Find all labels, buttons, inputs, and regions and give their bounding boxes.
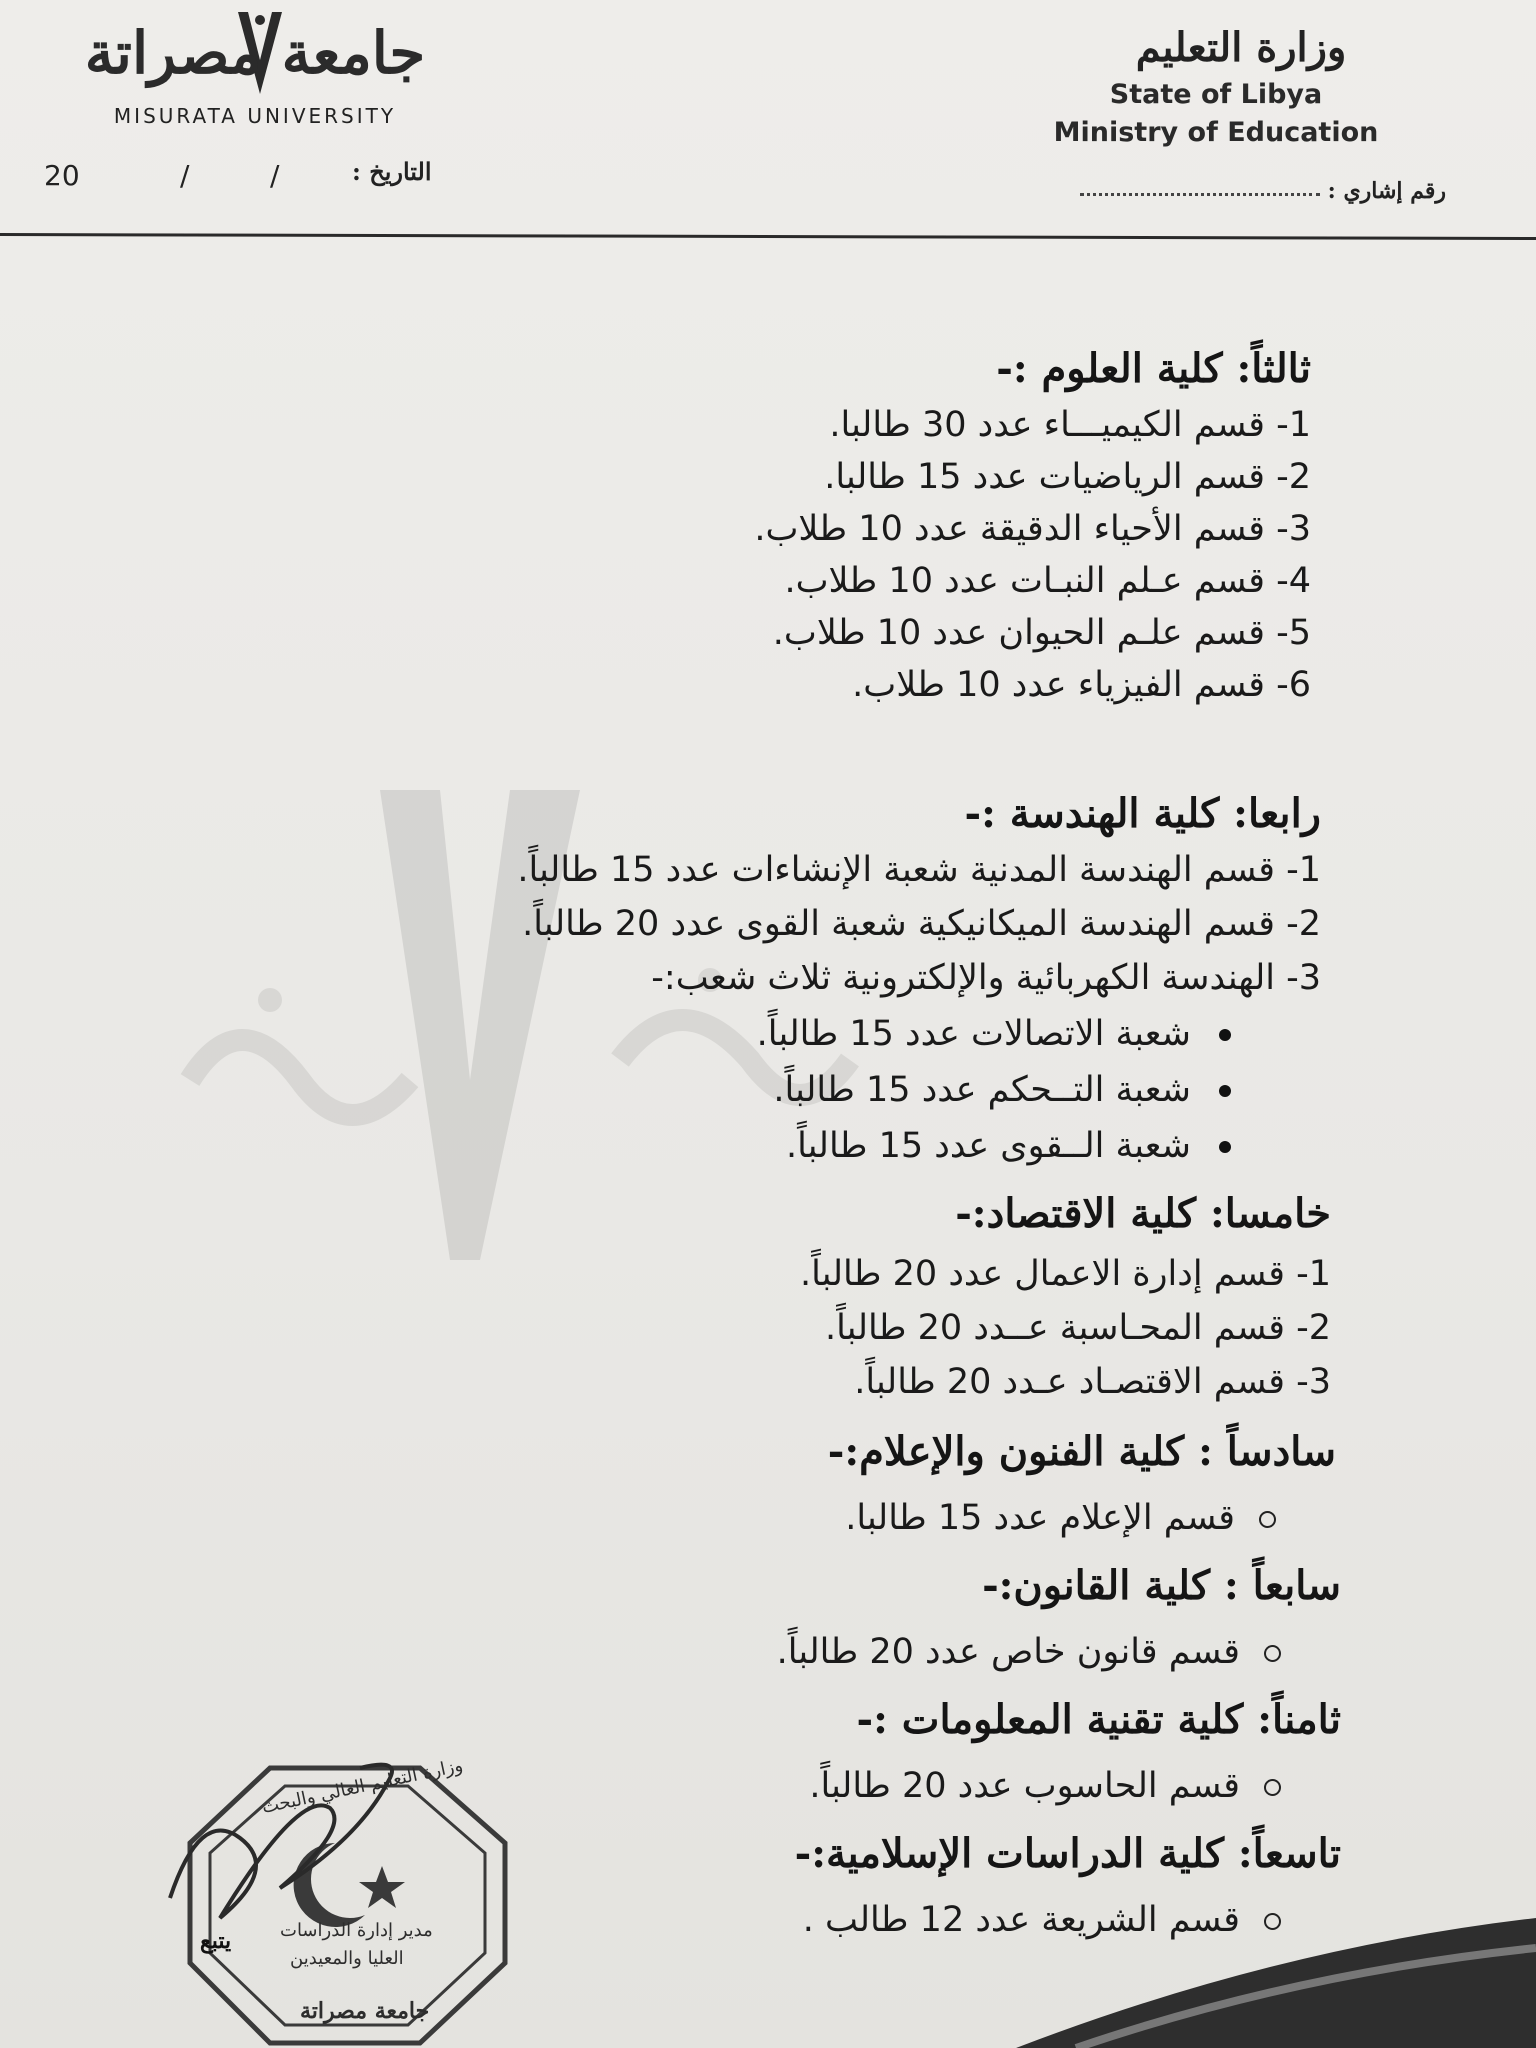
section-heading-islamic-studies: تاسعاً: كلية الدراسات الإسلامية:- [794,1830,1341,1877]
sub-list-item: شعبة التــحكم عدد 15 طالباً. [773,1070,1231,1110]
bullet-icon [1219,1029,1231,1041]
list-item: 5- قسم علـم الحيوان عدد 10 طلاب. [772,613,1311,653]
sub-list-item: شعبة الاتصالات عدد 15 طالباً. [757,1014,1231,1054]
ministry-name-english: Ministry of Education [1053,117,1379,148]
list-item: قسم الإعلام عدد 15 طالبا. [845,1498,1276,1538]
section-heading-law: سابعاً : كلية القانون:- [982,1562,1341,1609]
stamp-bottom-text: جامعة مصراتة [300,1998,430,2024]
section-heading-economics: خامسا: كلية الاقتصاد:- [955,1190,1331,1237]
bullet-icon [1219,1141,1231,1153]
list-item: 3- قسم الأحياء الدقيقة عدد 10 طلاب. [754,509,1311,549]
date-separator: / [270,159,280,192]
list-item: 3- الهندسة الكهربائية والإلكترونية ثلاث شعب:- [651,958,1321,998]
ministry-name-arabic: وزارة التعليم [1135,24,1347,71]
section-heading-arts-media: سادساً : كلية الفنون والإعلام:- [827,1428,1336,1475]
list-item: قسم الشريعة عدد 12 طالب . [803,1900,1281,1940]
stamp-line-2: العليا والمعيدين [290,1948,404,1969]
state-name-english: State of Libya [1109,79,1323,110]
stamp-ring-text: وزارة التعليم العالي والبحث [260,1754,465,1819]
decorative-corner-swoosh [1016,1918,1536,2048]
sub-list-item: شعبة الــقوى عدد 15 طالباً. [786,1126,1231,1166]
section-heading-information-technology: ثامناً: كلية تقنية المعلومات :- [856,1696,1341,1743]
list-item: 1- قسم الهندسة المدنية شعبة الإنشاءات عدد 15 طالباً. [517,850,1321,890]
section-heading-science: ثالثاً: كلية العلوم :- [996,345,1311,392]
list-item: 1- قسم الكيميـــاء عدد 30 طالبا. [829,405,1311,445]
list-item: 6- قسم الفيزياء عدد 10 طلاب. [852,665,1311,705]
circle-bullet-icon [1264,1779,1281,1796]
list-item: 2- قسم المحـاسبة عــدد 20 طالباً. [824,1308,1331,1348]
bullet-icon [1219,1085,1231,1097]
university-name-english: MISURATA UNIVERSITY [113,104,397,128]
stamp-line-1: مدير إدارة الدراسات [280,1920,433,1941]
list-item: قسم قانون خاص عدد 20 طالباً. [777,1632,1281,1672]
circle-bullet-icon [1264,1645,1281,1662]
section-heading-engineering: رابعا: كلية الهندسة :- [964,790,1321,837]
list-item: 1- قسم إدارة الاعمال عدد 20 طالباً. [799,1254,1331,1294]
list-item: 4- قسم عـلم النبـات عدد 10 طلاب. [784,561,1311,601]
date-year: 20 [44,159,80,192]
list-item: قسم الحاسوب عدد 20 طالباً. [809,1766,1281,1806]
reference-label: رقم إشاري : [1327,178,1446,204]
circle-bullet-icon [1259,1511,1276,1528]
university-name-arabic: جامعة مصراتة [84,19,426,87]
official-stamp [160,1748,530,2048]
date-separator: / [180,159,190,192]
list-item: 2- قسم الهندسة الميكانيكية شعبة القوى عدد 20 طالباً. [522,904,1321,944]
date-label: التاريخ : [352,157,432,186]
follow-note: يتبع [200,1928,232,1954]
list-item: 3- قسم الاقتصـاد عـدد 20 طالباً. [854,1362,1331,1402]
list-item: 2- قسم الرياضيات عدد 15 طالبا. [824,457,1311,497]
